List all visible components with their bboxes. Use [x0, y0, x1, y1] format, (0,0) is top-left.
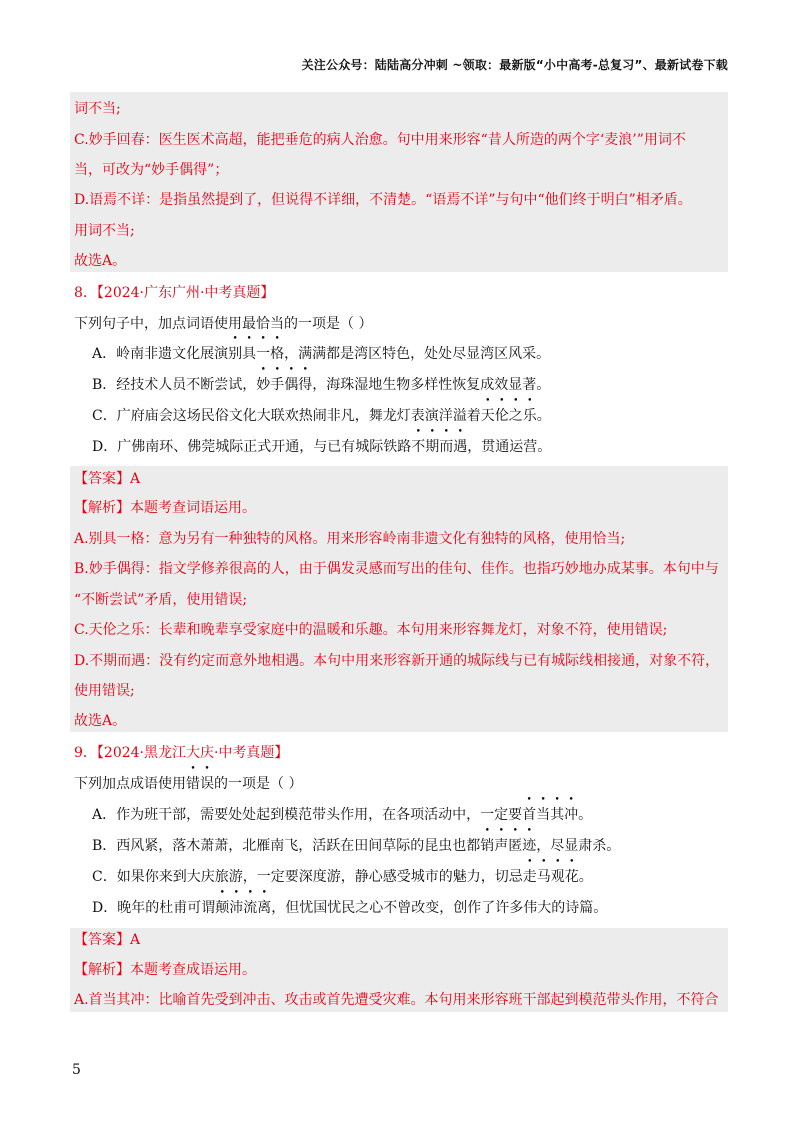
- prev-option-c-2: 当，可改为“妙手偶得”；: [74, 162, 229, 178]
- dotted-char: 偶: [284, 377, 299, 393]
- dotted-char: 马: [536, 869, 551, 885]
- dotted-char: 沛: [229, 900, 244, 916]
- dotted-char: 首: [522, 807, 537, 823]
- option-text: A．作为班干部，需要处处起到模范带头作用，在各项活动中，一定要: [92, 807, 523, 823]
- q8-analysis-d-1: D.不期而遇：没有约定而意外地相遇。本句中用来形容新开通的城际线与已有城际线相接通，对象不符，: [74, 653, 720, 669]
- prev-conclusion: 故选A。: [74, 253, 127, 269]
- dotted-char: 销: [480, 838, 495, 854]
- dotted-char: 乐: [522, 408, 537, 424]
- q9-analysis-heading: 【解析】本题考查成语运用。: [74, 962, 256, 978]
- page-number: 5: [72, 1062, 81, 1078]
- option-text: C．如果你来到大庆旅游，一定要深度游，静心感受城市的魅力，切忌: [92, 869, 523, 885]
- option-text: B．西风紧，落木萧萧，北雁南飞，活跃在田间草际的昆虫也都: [92, 838, 481, 854]
- prev-line-1: 词不当;: [74, 101, 121, 117]
- option-text: 。: [536, 408, 551, 424]
- option-text: ，满满都是湾区特色，处处尽显湾区风采。: [284, 346, 551, 362]
- q8-option-c: [92, 406, 551, 426]
- previous-analysis-box: [70, 92, 728, 272]
- option-text: ，海珠湿地生物多样性恢复成效显著。: [312, 377, 551, 393]
- stem-text: 下列加点成语使用: [74, 776, 186, 792]
- option-text: 。: [578, 869, 593, 885]
- option-text: A．岭南非遗文化展演: [92, 346, 229, 362]
- q8-option-a: [92, 344, 550, 364]
- q9-stem: [74, 774, 302, 794]
- q8-conclusion: 故选A。: [74, 713, 127, 729]
- dotted-char: 一: [256, 346, 271, 362]
- dotted-char: 得: [298, 377, 313, 393]
- dotted-char: 不: [411, 439, 426, 455]
- q9-analysis-a: A.首当其冲：比喻首先受到冲击、攻击或首先遭受灾难。本句用来形容班干部起到模范带头作用，不符合: [74, 992, 719, 1008]
- option-text: D．晚年的杜甫可谓: [92, 900, 216, 916]
- prev-option-d-2: 用词不当;: [74, 223, 135, 239]
- dotted-char: 期: [425, 439, 440, 455]
- q9-title: 9．【2024·黑龙江大庆·中考真题】: [74, 745, 289, 761]
- dotted-char: 花: [564, 869, 579, 885]
- q8-analysis-a: A.别具一格：意为另有一种独特的风格。用来形容岭南非遗文化有独特的风格，使用恰当;: [74, 531, 626, 547]
- option-text: ，贯通运营。: [467, 439, 552, 455]
- dotted-char: 具: [242, 346, 257, 362]
- dotted-char: 之: [508, 408, 523, 424]
- dotted-char: 其: [550, 807, 565, 823]
- q8-stem: 下列句子中，加点词语使用最恰当的一项是（ ）: [74, 316, 373, 332]
- q8-answer: 【答案】A: [74, 471, 141, 487]
- q9-option-d: [92, 898, 607, 918]
- prev-option-d-1: D.语焉不详：是指虽然提到了，但说得不详细，不清楚。“语焉不详”与句中“他们终于明白”相矛盾。: [74, 192, 692, 208]
- stem-text: 的一项是（ ）: [214, 776, 303, 792]
- q8-option-d: [92, 437, 551, 457]
- dotted-char: 妙: [256, 377, 271, 393]
- dotted-char: 天: [480, 408, 495, 424]
- dotted-char: 错: [186, 776, 200, 792]
- q8-analysis-b-2: “不断尝试”矛盾，使用错误;: [74, 592, 248, 608]
- dotted-char: 而: [439, 439, 454, 455]
- q8-analysis-b-1: B.妙手偶得：指文学修养很高的人，由于偶发灵感而写出的佳句、佳作。也指巧妙地办成某事。本句中与: [74, 561, 719, 577]
- q8-analysis-d-2: 使用错误;: [74, 683, 135, 699]
- prev-option-c-1: C.妙手回春：医生医术高超，能把垂危的病人治愈。句中用来形容“昔人所造的两个字‘麦浪’”用词不: [74, 132, 686, 148]
- dotted-char: 冲: [564, 807, 579, 823]
- q8-title: 8．【2024·广东广州·中考真题】: [74, 285, 275, 301]
- q9-answer: 【答案】A: [74, 932, 141, 948]
- q8-analysis-heading: 【解析】本题考查词语运用。: [74, 500, 256, 516]
- option-text: B．经技术人员不断尝试，: [92, 377, 257, 393]
- q8-option-b: [92, 375, 550, 395]
- dotted-char: 格: [270, 346, 285, 362]
- option-text: C．广府庙会这场民俗文化大联欢热闹非凡，舞龙灯表演洋溢着: [92, 408, 481, 424]
- dotted-char: 观: [550, 869, 565, 885]
- q8-analysis-c: C.天伦之乐：长辈和晚辈享受家庭中的温暖和乐趣。本句用来形容舞龙灯，对象不符，使用错误;: [74, 622, 668, 638]
- dotted-char: 颠: [215, 900, 230, 916]
- dotted-char: 手: [270, 377, 285, 393]
- q9-option-c: [92, 867, 593, 887]
- dotted-char: 误: [200, 776, 214, 792]
- dotted-char: 离: [257, 900, 272, 916]
- dotted-char: 匿: [508, 838, 523, 854]
- dotted-char: 声: [494, 838, 509, 854]
- option-text: ，尽显肃杀。: [536, 838, 621, 854]
- dotted-char: 流: [243, 900, 258, 916]
- dotted-char: 别: [228, 346, 243, 362]
- page-header: 关注公众号：陆陆高分冲刺 ~领取：最新版“小中高考-总复习”、最新试卷下载: [301, 58, 728, 72]
- dotted-char: 伦: [494, 408, 509, 424]
- q9-option-a: [92, 805, 592, 825]
- option-text: 。: [578, 807, 593, 823]
- dotted-char: 遇: [453, 439, 468, 455]
- dotted-char: 走: [522, 869, 537, 885]
- q9-option-b: [92, 836, 620, 856]
- option-text: ，但忧国忧民之心不曾改变，创作了许多伟大的诗篇。: [271, 900, 608, 916]
- dotted-char: 当: [536, 807, 551, 823]
- dotted-char: 迹: [522, 838, 537, 854]
- option-text: D．广佛南环、佛莞城际正式开通，与已有城际铁路: [92, 439, 412, 455]
